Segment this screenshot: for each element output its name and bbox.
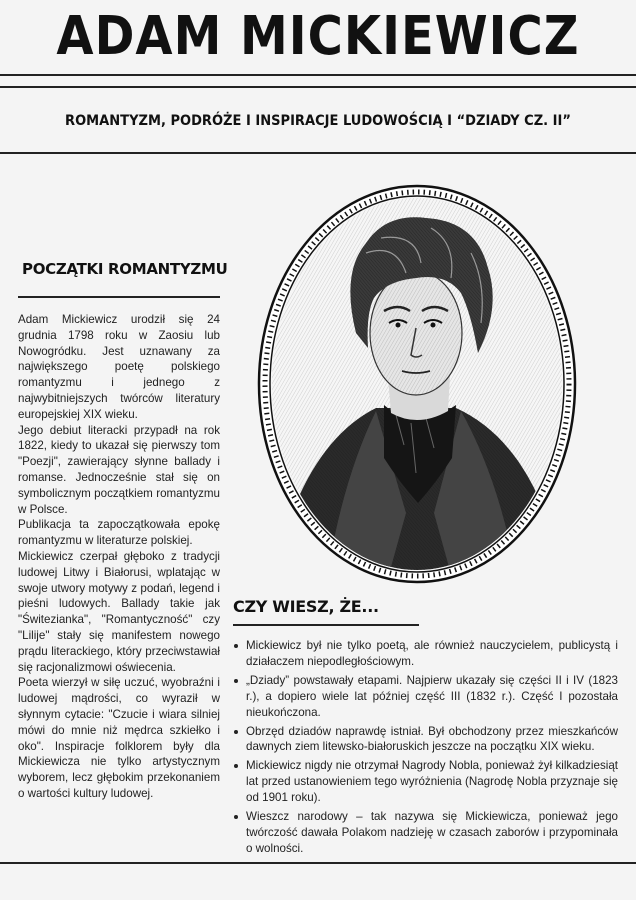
biography-paragraph: Jego debiut literacki przypadł na rok 1822, kiedy to ukazał się pierwszy tom "Poezji", zawierający słynne ballady i romanse. Jednocześnie stał się on symbolicznym początkiem romantyzmu w Polsce. [18,423,220,516]
list-item: Obrzęd dziadów naprawdę istniał. Był obchodzony przez mieszkańców dawnych ziem litewsko-białoruskich jeszcze na początku XIX wieku. [232,724,618,756]
biography-paragraph: Poeta wierzył w siłę uczuć, wyobraźni i ludowej mądrości, co wyraził w słynnym cytacie: "Czucie i wiara silniej mówi do mnie niż mędrca szkiełko i oko". Inspiracje folklorem były dla Mickiewicza nie tylko artystycznym wyborem, lecz głębokim przekonaniem o wartości kultury ludowej. [18,676,220,800]
divider-bottom [0,862,636,864]
biography-paragraph: Mickiewicz czerpał głęboko z tradycji ludowej Litwy i Białorusi, wplatając w swoje utwory motywy z podań, legend i pieśni ludowych. Ballady takie jak "Świtezianka", "Romantyczność" czy "Lilije" stały się manifestem nowego prądu literackiego, który przeciwstawiał się racjonalizmowi oświecenia. [18,549,220,674]
list-item: Wieszcz narodowy – tak nazywa się Mickiewicza, ponieważ jego twórczość dawała Polakom nadzieję w czasach zaborów i przypominała o wolności. [232,809,618,857]
section-heading-facts: CZY WIESZ, ŻE... [233,597,379,616]
section-heading-beginnings: POCZĄTKI ROMANTYZMU [22,260,228,278]
biography-paragraph: Publikacja ta zapoczątkowała epokę romantyzmu w literaturze polskiej. [18,518,220,548]
divider-top-2 [0,86,636,88]
page-subtitle: ROMANTYZM, PODRÓŻE I INSPIRACJE LUDOWOŚCIĄ I “DZIADY CZ. II” [65,113,571,129]
list-item: Mickiewicz nigdy nie otrzymał Nagrody Nobla, ponieważ żył kilkadziesiąt lat przed ustanowieniem tego wyróżnienia (Nagrodę Nobla przyznaje się od 1901 roku). [232,758,618,806]
divider-subtitle [0,152,636,154]
biography-paragraph: Adam Mickiewicz urodził się 24 grudnia 1798 roku w Zaosiu lub Nowogródku. Jest uznawany za największego poetę polskiego romantyzmu i jednego z najwybitniejszych twórców literatury europejskiej XIX wieku. [18,313,220,421]
list-item: Mickiewicz był nie tylko poetą, ale również nauczycielem, publicystą i działaczem niepodległościowym. [232,638,618,670]
section-underline [18,296,220,298]
portrait-frame [256,183,578,585]
divider-top [0,74,636,76]
portrait-engraving-icon [256,183,578,585]
facts-list [232,638,618,860]
page-title: ADAM MICKIEWICZ [56,4,580,68]
section-underline [233,624,419,626]
list-item: „Dziady” powstawały etapami. Najpierw ukazały się części II i IV (1823 r.), a dopiero wiele lat później część III (1832 r.). Część I pozostała nieukończona. [232,673,618,721]
biography-text [18,312,220,802]
